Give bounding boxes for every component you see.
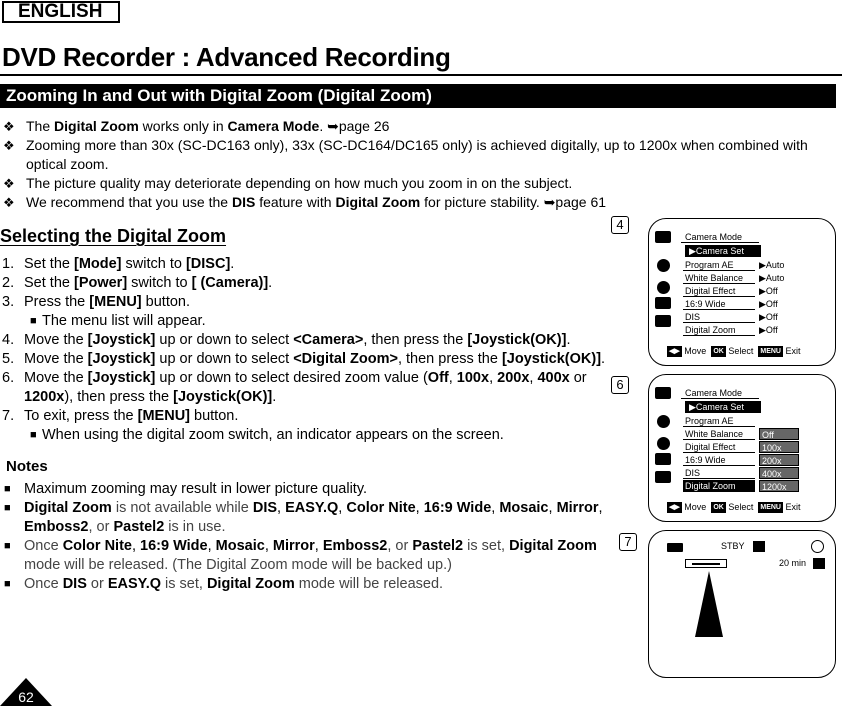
zoom-option[interactable]: 100x: [759, 441, 799, 453]
step-5: 5. Move the [Joystick] up or down to select <Digital Zoom>, then press the [Joystick(OK)].: [2, 351, 606, 367]
joystick-icon: ◀▶: [669, 348, 680, 356]
menu-header: Camera Mode: [681, 231, 759, 243]
page-title: DVD Recorder : Advanced Recording: [2, 42, 451, 72]
lcd-screen-step-6: [648, 374, 836, 522]
intro-item: ❖ The Digital Zoom works only in Camera Mode. ➥page 26: [3, 118, 390, 134]
step-3: 3. Press the [MENU] button.: [2, 294, 191, 310]
steps-list: [2, 255, 622, 445]
menu-item[interactable]: Program AE: [683, 415, 755, 427]
menu-submenu: ▶Camera Set: [685, 401, 761, 413]
menu-item[interactable]: 16:9 Wide: [683, 298, 755, 310]
menu-value: ▶Auto: [759, 260, 785, 270]
title-divider: [0, 74, 842, 76]
menu-item[interactable]: Digital Effect: [683, 285, 755, 297]
settings-icon: [655, 453, 671, 465]
recording-time: 20 min: [779, 558, 807, 568]
joystick-icon: ◀▶: [669, 504, 680, 512]
settings-icon: [655, 297, 671, 309]
menu-item[interactable]: DIS: [683, 311, 755, 323]
diamond-bullet-icon: ❖: [3, 176, 15, 191]
menu-item[interactable]: White Balance: [683, 272, 755, 284]
menu-value: ▶Off: [759, 325, 778, 335]
square-bullet-icon: ■: [4, 483, 11, 495]
standby-status: STBY: [721, 541, 745, 551]
disc-mode-icon: [753, 541, 765, 552]
intro-item: ❖ We recommend that you use the DIS feature with Digital Zoom for picture stability. ➥page 61: [3, 194, 607, 210]
zoom-option[interactable]: 200x: [759, 454, 799, 466]
square-bullet-icon: ■: [30, 315, 37, 327]
menu-item[interactable]: 16:9 Wide: [683, 454, 755, 466]
step-7: 7. To exit, press the [MENU] button.: [2, 408, 239, 424]
zoom-option[interactable]: 1200x: [759, 480, 799, 492]
zoom-option[interactable]: Off: [759, 428, 799, 440]
note-item: ■ Digital Zoom is not available while DIS, EASY.Q, Color Nite, 16:9 Wide, Mosaic, Mirror, Emboss2, or Pastel2 is in use.: [4, 500, 603, 535]
menu-item[interactable]: Program AE: [683, 259, 755, 271]
square-bullet-icon: ■: [30, 429, 37, 441]
zoom-option[interactable]: 400x: [759, 467, 799, 479]
menu-button-icon: MENU: [760, 504, 781, 512]
intro-item: ❖ Zooming more than 30x (SC-DC163 only), 33x (SC-DC164/DC165 only) is achieved digitally, up to 1200x when combined with optical zoom.: [3, 137, 808, 172]
menu-value: ▶Off: [759, 312, 778, 322]
page-number: 62: [18, 689, 34, 705]
diamond-bullet-icon: ❖: [3, 138, 15, 153]
zoom-bar-track: [692, 563, 720, 565]
note-item: ■ Maximum zooming may result in lower picture quality.: [4, 481, 368, 497]
square-bullet-icon: ■: [4, 502, 11, 514]
ok-button-icon: OK: [713, 504, 724, 512]
battery-icon: [667, 543, 683, 552]
menu-footer: ◀▶ Move OK Select MENU Exit: [669, 502, 801, 512]
menu-value: ▶Off: [759, 286, 778, 296]
disc-icon: [657, 281, 670, 294]
section-heading: Selecting the Digital Zoom: [0, 226, 227, 246]
note-item: ■ Once Color Nite, 16:9 Wide, Mosaic, Mirror, Emboss2, or Pastel2 is set, Digital Zoom mode will be released. (The Digital Zoom mode will be backed up.): [4, 538, 597, 573]
menu-item[interactable]: DIS: [683, 467, 755, 479]
diamond-bullet-icon: ❖: [3, 119, 15, 134]
step-1: 1. Set the [Mode] switch to [DISC].: [2, 256, 235, 272]
step-3-note: ■ The menu list will appear.: [30, 313, 206, 329]
vr-mode-icon: [813, 558, 825, 569]
gear-icon: [655, 315, 671, 327]
language-tab: ENGLISH: [2, 1, 120, 23]
menu-header: Camera Mode: [681, 387, 759, 399]
lcd-screen-step-4: [648, 218, 836, 366]
menu-value: ▶Auto: [759, 273, 785, 283]
rw-disc-icon: [811, 540, 824, 553]
intro-list: [2, 117, 834, 212]
lcd-screen-step-7: [648, 530, 836, 678]
step-marker-7: 7: [619, 533, 637, 551]
step-7-note: ■ When using the digital zoom switch, an indicator appears on the screen.: [30, 427, 504, 443]
square-bullet-icon: ■: [4, 540, 11, 552]
menu-item[interactable]: Digital Effect: [683, 441, 755, 453]
zoom-bar: [685, 559, 727, 568]
playback-icon: [657, 259, 670, 272]
camera-icon: [655, 387, 671, 399]
step-2: 2. Set the [Power] switch to [ (Camera)].: [2, 275, 273, 291]
intro-item: ❖ The picture quality may deteriorate depending on how much you zoom in on the subject.: [3, 175, 573, 191]
menu-item[interactable]: Digital Zoom: [683, 324, 755, 336]
step-4: 4. Move the [Joystick] up or down to select <Camera>, then press the [Joystick(OK)].: [2, 332, 571, 348]
playback-icon: [657, 415, 670, 428]
disc-icon: [657, 437, 670, 450]
step-marker-6: 6: [611, 376, 629, 394]
gear-icon: [655, 471, 671, 483]
step-marker-4: 4: [611, 216, 629, 234]
menu-item-selected[interactable]: Digital Zoom: [683, 480, 755, 492]
camera-icon: [655, 231, 671, 243]
pointer-arrow-icon: [693, 571, 725, 637]
menu-button-icon: MENU: [760, 348, 781, 356]
note-item: ■ Once DIS or EASY.Q is set, Digital Zoom mode will be released.: [4, 576, 444, 592]
square-bullet-icon: ■: [4, 578, 11, 590]
menu-footer: ◀▶ Move OK Select MENU Exit: [669, 346, 801, 356]
ok-button-icon: OK: [713, 348, 724, 356]
notes-heading: Notes: [6, 458, 48, 475]
section-banner: Zooming In and Out with Digital Zoom (Digital Zoom): [0, 84, 836, 108]
menu-value: ▶Off: [759, 299, 778, 309]
menu-item[interactable]: White Balance: [683, 428, 755, 440]
step-6: 6. Move the [Joystick] up or down to select desired zoom value (Off, 100x, 200x, 400x or 1200x), then press the [Joystick(OK)].: [2, 370, 587, 405]
menu-submenu: ▶Camera Set: [685, 245, 761, 257]
notes-list: [2, 480, 622, 594]
diamond-bullet-icon: ❖: [3, 195, 15, 210]
